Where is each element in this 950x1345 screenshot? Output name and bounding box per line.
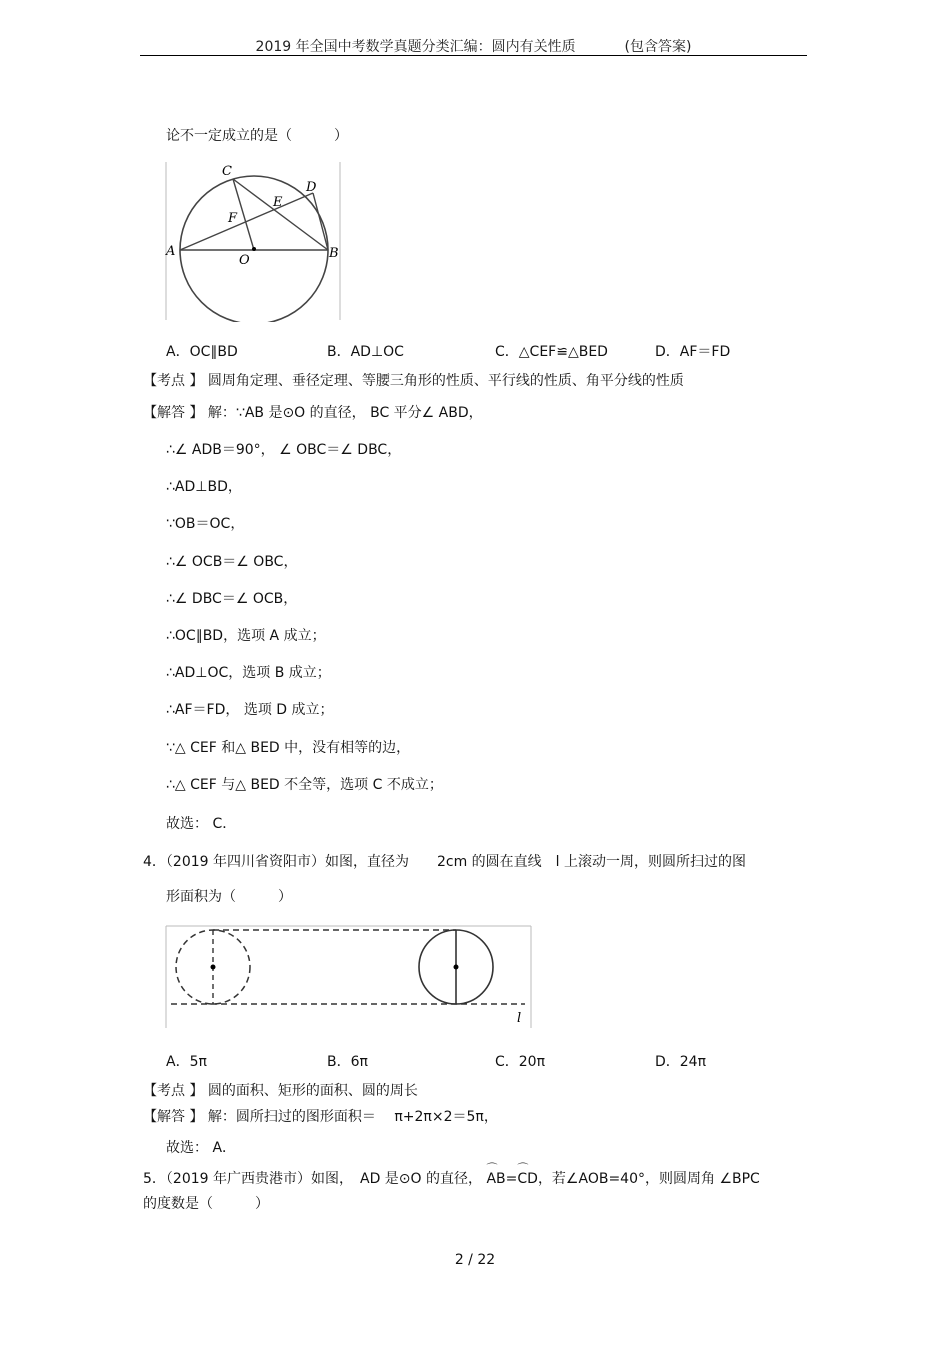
- label-a: A: [166, 244, 176, 259]
- label-e: E: [273, 195, 283, 210]
- label-l: l: [517, 1011, 522, 1026]
- q3-circle-figure: [163, 160, 343, 322]
- header-note: (包含答案): [624, 39, 692, 55]
- q5-stem-line1: [143, 1168, 760, 1188]
- q3-step: ∴∠ OCB＝∠ OBC，: [166, 554, 298, 570]
- arc-cd: ⌒ CD: [517, 1171, 538, 1187]
- q3-kaodian: [143, 370, 684, 390]
- label-b: B: [329, 246, 339, 261]
- arc-ab: ⌒ AB: [486, 1171, 505, 1187]
- header-divider: [140, 55, 807, 56]
- q3-option-b: B．AD⊥OC: [327, 344, 404, 360]
- q4-stem-line2: 形面积为（ ）: [166, 889, 292, 905]
- page-number: 2 / 22: [454, 1252, 496, 1268]
- equals-sign: =: [505, 1171, 518, 1187]
- header-title: 2019 年全国中考数学真题分类汇编：圆内有关性质: [255, 39, 576, 55]
- q3-step: ∴∠ ADB＝90°， ∠ OBC＝∠ DBC，: [166, 442, 402, 458]
- q3-option-d: D．AF＝FD: [655, 344, 731, 360]
- label-c: C: [222, 164, 232, 179]
- q4-option-a: A．5π: [166, 1054, 207, 1070]
- q4-option-b: B．6π: [327, 1054, 368, 1070]
- q4-rolling-circle-figure: [163, 924, 535, 1030]
- q4-kaodian: [143, 1080, 418, 1100]
- q3-step: ∴AD⊥BD，: [166, 479, 242, 495]
- q5-stem-line2: 的度数是（ ）: [143, 1196, 269, 1212]
- q4-jieda: [143, 1106, 498, 1126]
- q3-step: ∴△ CEF 与△ BED 不全等，选项 C 不成立；: [166, 777, 443, 793]
- jieda-tag: 【解答 】: [143, 405, 204, 421]
- q3-step: ∴AF＝FD， 选项 D 成立；: [166, 702, 334, 718]
- label-o: O: [239, 253, 250, 268]
- jieda-tag: 【解答 】: [143, 1109, 204, 1125]
- page-header: [140, 36, 807, 56]
- label-f: F: [228, 211, 238, 226]
- jieda-first: 解：∵AB 是⊙O 的直径， BC 平分∠ ABD，: [207, 405, 483, 421]
- kaodian-text: 圆周角定理、垂径定理、等腰三角形的性质、平行线的性质、角平分线的性质: [207, 373, 684, 389]
- q3-step: ∴AD⊥OC，选项 B 成立；: [166, 665, 331, 681]
- q3-step: ∴OC∥BD，选项 A 成立；: [166, 628, 326, 644]
- q4-answer: 故选： A．: [166, 1140, 237, 1156]
- label-d: D: [306, 180, 317, 195]
- q3-step: ∵△ CEF 和△ BED 中，没有相等的边，: [166, 740, 411, 756]
- q4-option-d: D．24π: [655, 1054, 707, 1070]
- kaodian-tag: 【考点 】: [143, 1083, 204, 1099]
- kaodian-tag: 【考点 】: [143, 373, 204, 389]
- q4-stem-line1: 4．（2019 年四川省资阳市）如图，直径为 2cm 的圆在直线 l 上滚动一周，则圆所扫过的图: [143, 854, 747, 870]
- q5-text-b: ，若∠AOB=40°，则圆周角 ∠BPC: [537, 1171, 760, 1187]
- q4-option-c: C．20π: [495, 1054, 546, 1070]
- q5-text-a: 5．（2019 年广西贵港市）如图， AD 是⊙O 的直径，: [143, 1171, 482, 1187]
- q3-option-c: C．△CEF≌△BED: [495, 344, 608, 360]
- q3-jieda: [143, 402, 483, 422]
- q3-answer: 故选： C．: [166, 816, 237, 832]
- kaodian-text: 圆的面积、矩形的面积、圆的周长: [207, 1083, 418, 1099]
- jieda-text: 解：圆所扫过的图形面积＝ π+2π×2＝5π，: [207, 1109, 498, 1125]
- q3-step: ∴∠ DBC＝∠ OCB，: [166, 591, 298, 607]
- q3-step: ∵OB＝OC，: [166, 516, 245, 532]
- q3-option-a: A．OC∥BD: [166, 344, 238, 360]
- q3-stem-tail: 论不一定成立的是（ ）: [166, 128, 348, 144]
